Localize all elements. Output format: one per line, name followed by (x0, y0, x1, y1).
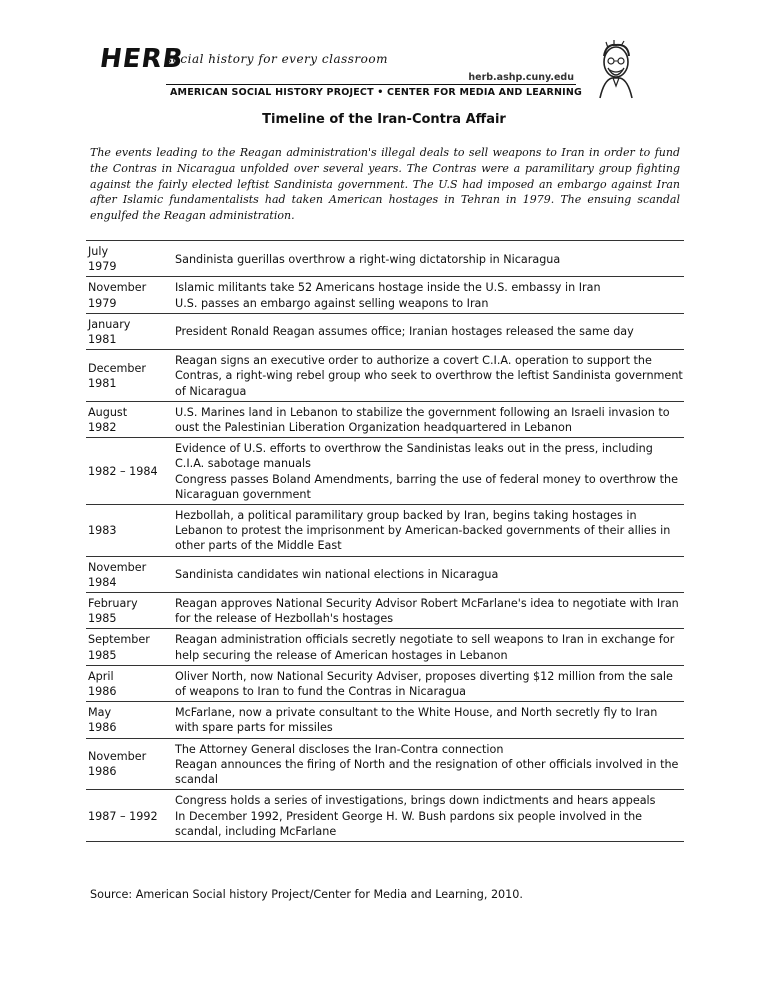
timeline-event-line: In December 1992, President George H. W. Bush pardons six people involved in the scandal, including McFarlane (175, 809, 643, 838)
site-url: herb.ashp.cuny.edu (468, 72, 574, 83)
timeline-row (86, 665, 684, 701)
timeline-event-line: Hezbollah, a political paramilitary group backed by Iran, begins taking hostages in Lebanon to protest the imprisonment by American-backed governments of their allies in other parts of the Middle East (175, 509, 671, 553)
organization-name: AMERICAN SOCIAL HISTORY PROJECT • CENTER FOR MEDIA AND LEARNING (170, 87, 583, 98)
timeline-row (86, 313, 684, 349)
source-citation: Source: American Social history Project/Center for Media and Learning, 2010. (90, 888, 523, 901)
timeline-table (86, 240, 684, 842)
timeline-event-line: Reagan approves National Security Advisor Robert McFarlane's idea to negotiate with Iran for the release of Hezbollah's hostages (175, 597, 679, 626)
timeline-row (86, 593, 684, 629)
timeline-row (86, 277, 684, 313)
timeline-date: April 1986 (86, 665, 175, 701)
timeline-date: September 1985 (86, 629, 175, 665)
timeline-event (175, 629, 684, 665)
timeline-date: 1982 – 1984 (86, 438, 175, 505)
timeline-event (175, 350, 684, 402)
page-header (97, 40, 680, 100)
logo-tagline: social history for every classroom (166, 52, 388, 66)
portrait-sketch-icon (586, 40, 646, 100)
timeline-event (175, 505, 684, 557)
intro-paragraph: The events leading to the Reagan administration's illegal deals to sell weapons to Iran in order to fund the Contras in Nicaragua unfolded over several years. The Contras were a paramilitary group fighting against the fairly elected leftist Sandinista government. The U.S had imposed an embargo against Iran after Islamic fundamentalists had taken American hostages in Tehran in 1979. The ensuing scandal engulfed the Reagan administration. (90, 146, 680, 223)
timeline-date: November 1986 (86, 738, 175, 790)
timeline-event-line: Reagan announces the firing of North and the resignation of other officials involved in the scandal (175, 757, 679, 787)
document-title: Timeline of the Iran-Contra Affair (262, 112, 506, 127)
timeline-row (86, 241, 684, 277)
timeline-event (175, 702, 684, 738)
timeline-row (86, 629, 684, 665)
timeline-row (86, 702, 684, 738)
timeline-body (86, 241, 684, 842)
timeline-event-line: Congress holds a series of investigations, brings down indictments and hears appeals (175, 794, 656, 808)
timeline-date: 1983 (86, 505, 175, 557)
timeline-date: November 1984 (86, 556, 175, 592)
timeline-event-line: Sandinista guerillas overthrow a right-wing dictatorship in Nicaragua (175, 252, 561, 266)
timeline-date: November 1979 (86, 277, 175, 313)
timeline-event-line: Reagan signs an executive order to authorize a covert C.I.A. operation to support the Contras, a right-wing rebel group who seek to overthrow the leftist Sandinista government of Nicaragua (175, 354, 683, 398)
timeline-date: August 1982 (86, 401, 175, 437)
timeline-event (175, 738, 684, 790)
timeline-event (175, 277, 684, 313)
timeline-event-line: Congress passes Boland Amendments, barring the use of federal money to overthrow the Nicaraguan government (175, 472, 678, 501)
timeline-date: July 1979 (86, 241, 175, 277)
timeline-row (86, 505, 684, 557)
timeline-event (175, 556, 684, 592)
timeline-event (175, 401, 684, 437)
timeline-event (175, 241, 684, 277)
timeline-event-line: Reagan administration officials secretly negotiate to sell weapons to Iran in exchange for help securing the release of American hostages in Lebanon (175, 633, 675, 662)
timeline-event-line: The Attorney General discloses the Iran-Contra connection (175, 742, 504, 756)
timeline-date: 1987 – 1992 (86, 790, 175, 842)
timeline-event (175, 665, 684, 701)
timeline-event (175, 313, 684, 349)
timeline-event-line: President Ronald Reagan assumes office; Iranian hostages released the same day (175, 325, 634, 339)
timeline-event (175, 593, 684, 629)
timeline-row (86, 790, 684, 842)
timeline-event-line: Sandinista candidates win national elections in Nicaragua (175, 568, 499, 582)
timeline-event-line: U.S. passes an embargo against selling weapons to Iran (175, 296, 489, 310)
timeline-event (175, 790, 684, 842)
timeline-date: January 1981 (86, 313, 175, 349)
timeline-row (86, 738, 684, 790)
timeline-row (86, 401, 684, 437)
timeline-event-line: Evidence of U.S. efforts to overthrow the Sandinistas leaks out in the press, including C.I.A. sabotage manuals (175, 442, 653, 471)
timeline-event-line: McFarlane, now a private consultant to the White House, and North secretly fly to Iran with spare parts for missiles (175, 706, 658, 735)
herb-logo: HERB (97, 44, 186, 74)
timeline-date: May 1986 (86, 702, 175, 738)
header-divider (166, 84, 576, 85)
timeline-event-line: Oliver North, now National Security Adviser, proposes diverting $12 million from the sale of weapons to Iran to fund the Contras in Nicaragua (175, 669, 673, 699)
timeline-event (175, 438, 684, 505)
timeline-event-line: Islamic militants take 52 Americans hostage inside the U.S. embassy in Iran (175, 281, 601, 295)
timeline-date: December 1981 (86, 350, 175, 402)
timeline-row (86, 556, 684, 592)
timeline-row (86, 350, 684, 402)
timeline-row (86, 438, 684, 505)
timeline-event-line: U.S. Marines land in Lebanon to stabilize the government following an Israeli invasion to oust the Palestinian Liberation Organization headquartered in Lebanon (175, 405, 670, 435)
timeline-date: February 1985 (86, 593, 175, 629)
